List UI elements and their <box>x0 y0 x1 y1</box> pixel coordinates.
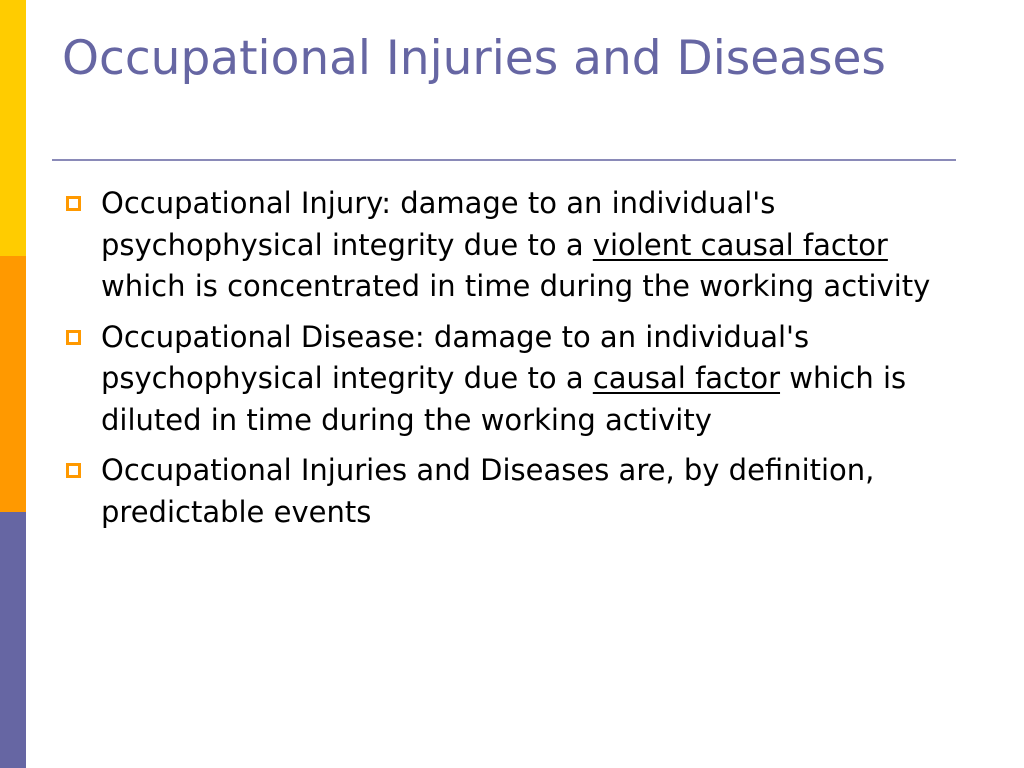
bullet-text: Occupational Injuries and Diseases are, by definition, predictable events <box>101 453 875 529</box>
bullet-text-before: Occupational Injury: damage to an individual's psychophysical integrity due to a <box>101 186 776 262</box>
bullet-item-occupational-disease <box>62 317 952 442</box>
bullet-underlined-term: violent causal factor <box>592 227 888 262</box>
hollow-square-bullet-icon <box>66 463 81 478</box>
bullet-list <box>62 183 952 542</box>
accent-stripe-top <box>0 0 26 256</box>
bullet-underlined-term: causal factor <box>592 361 781 395</box>
accent-stripe-bottom <box>0 512 26 768</box>
hollow-square-bullet-icon <box>66 196 81 211</box>
title-divider <box>52 159 956 161</box>
hollow-square-bullet-icon <box>66 330 81 345</box>
bullet-text-after: which is concentrated in time during the working activity <box>101 269 931 303</box>
bullet-item-occupational-injury <box>62 183 952 308</box>
bullet-item-predictable-events <box>62 450 952 533</box>
bullet-text-after: which is diluted in time during the working activity <box>101 361 907 437</box>
slide-title: Occupational Injuries and Diseases <box>62 31 886 86</box>
bullet-text-before: Occupational Disease: damage to an individual's psychophysical integrity due to a <box>101 319 810 395</box>
accent-stripe-middle <box>0 256 26 512</box>
